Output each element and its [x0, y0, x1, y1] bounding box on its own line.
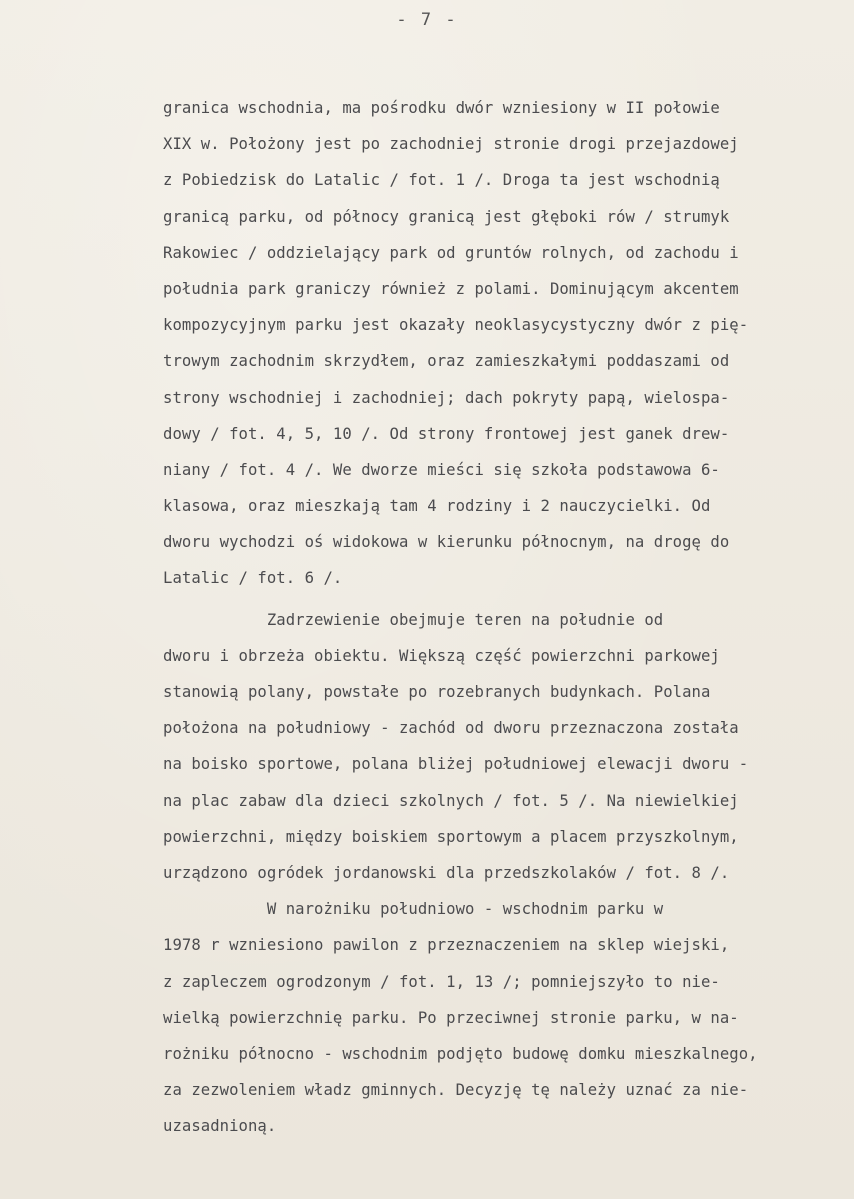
text-line: uzasadnioną.	[163, 1117, 277, 1136]
text-line: na boisko sportowe, polana bliżej południowej elewacji dworu -	[163, 755, 749, 774]
text-line: Latalic / fot. 6 /.	[163, 569, 343, 588]
text-line: dowy / fot. 4, 5, 10 /. Od strony frontowej jest ganek drew-	[163, 424, 730, 443]
text-line: dworu i obrzeża obiektu. Większą część powierzchni parkowej	[163, 646, 720, 665]
text-line: trowym zachodnim skrzydłem, oraz zamieszkałymi poddaszami od	[163, 352, 730, 371]
text-line: z Pobiedzisk do Latalic / fot. 1 /. Droga ta jest wschodnią	[163, 171, 720, 190]
text-line: na plac zabaw dla dzieci szkolnych / fot. 5 /. Na niewielkiej	[163, 791, 739, 810]
text-line: urządzono ogródek jordanowski dla przedszkolaków / fot. 8 /.	[163, 863, 730, 882]
text-line: niany / fot. 4 /. We dworze mieści się szkoła podstawowa 6-	[163, 460, 720, 479]
text-line: kompozycyjnym parku jest okazały neoklasycystyczny dwór z pię-	[163, 316, 749, 335]
text-line: południa park graniczy również z polami. Dominującym akcentem	[163, 279, 739, 298]
text-line: powierzchni, między boiskiem sportowym a placem przyszkolnym,	[163, 827, 739, 846]
text-line: rożniku północno - wschodnim podjęto budowę domku mieszkalnego,	[163, 1044, 758, 1063]
text-line: Rakowiec / oddzielający park od gruntów rolnych, od zachodu i	[163, 243, 739, 262]
text-line: wielką powierzchnię parku. Po przeciwnej stronie parku, w na-	[163, 1008, 739, 1027]
body-text	[163, 90, 823, 1144]
paragraph-start-line: W narożniku południowo - wschodnim parku w	[163, 900, 664, 919]
text-line: za zezwoleniem władz gminnych. Decyzję tę należy uznać za nie-	[163, 1081, 749, 1100]
text-line: strony wschodniej i zachodniej; dach pokryty papą, wielospa-	[163, 388, 730, 407]
page-number: - 7 -	[396, 10, 458, 30]
text-line: XIX w. Położony jest po zachodniej stronie drogi przejazdowej	[163, 135, 739, 154]
text-line: stanowią polany, powstałe po rozebranych budynkach. Polana	[163, 683, 711, 701]
text-line: dworu wychodzi oś widokowa w kierunku północnym, na drogę do	[163, 533, 730, 552]
text-line: położona na południowy - zachód od dworu przeznaczona została	[163, 719, 739, 738]
text-line: granica wschodnia, ma pośrodku dwór wzniesiony w II połowie	[163, 99, 720, 117]
text-line: klasowa, oraz mieszkają tam 4 rodziny i 2 nauczycielki. Od	[163, 497, 711, 516]
text-line: granicą parku, od północy granicą jest głęboki rów / strumyk	[163, 207, 730, 226]
text-line: 1978 r wzniesiono pawilon z przeznaczeniem na sklep wiejski,	[163, 936, 730, 955]
text-line: z zapleczem ogrodzonym / fot. 1, 13 /; pomniejszyło to nie-	[163, 972, 720, 991]
paragraph-start-line: Zadrzewienie obejmuje teren na południe od	[163, 610, 664, 629]
